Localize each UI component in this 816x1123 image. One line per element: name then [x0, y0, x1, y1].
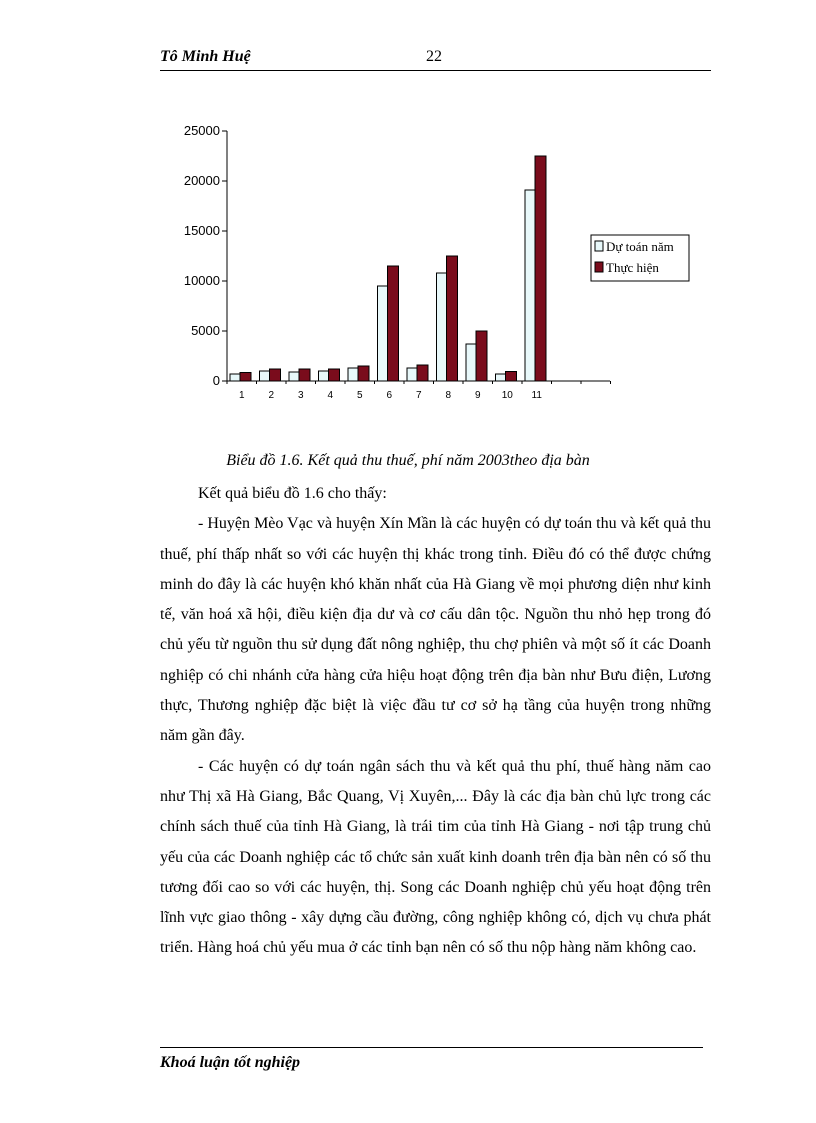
page-number: 22 — [426, 48, 442, 65]
bar-chart — [160, 115, 700, 415]
bar-du-toan — [289, 372, 300, 381]
footer-title: Khoá luận tốt nghiệp — [160, 1054, 301, 1071]
bar-thuc-hien — [535, 156, 546, 381]
bar-thuc-hien — [329, 369, 340, 381]
bar-du-toan — [230, 374, 241, 381]
legend-swatch — [595, 241, 603, 251]
x-tick-label: 5 — [356, 390, 363, 401]
paragraph-2: - Các huyện có dự toán ngân sách thu và kết quả thu phí, thuế hàng năm cao như Thị xã Hà Giang, Bắc Quang, Vị Xuyên,... Đây là các địa bàn chủ lực trong các chính sách thuế của tỉnh Hà Giang, là trái tim của tỉnh Hà Giang - nơi tập trung chủ yếu của các Doanh nghiệp các tổ chức sản xuất kinh doanh trên địa bàn nên có số thu tương đối cao so với các huyện, thị. Song các Doanh nghiệp chủ yếu hoạt động trên lĩnh vực giao thông - xây dựng cầu đường, công nghiệp không có, dịch vụ chưa phát triển. Hàng hoá chủ yếu mua ở các tỉnh bạn nên có số thu nộp hàng năm không cao. — [160, 757, 711, 957]
bar-thuc-hien — [270, 369, 281, 381]
legend-label: Thực hiện — [606, 260, 659, 275]
y-tick-label: 0 — [212, 373, 220, 388]
y-tick-label: 10000 — [183, 273, 220, 288]
page-header — [160, 48, 711, 71]
y-tick-label: 5000 — [191, 323, 220, 338]
y-tick-label: 25000 — [183, 123, 220, 138]
x-tick-label: 4 — [327, 390, 334, 401]
bar-du-toan — [348, 368, 359, 381]
paragraph-1: - Huyện Mèo Vạc và huyện Xín Mần là các huyện có dự toán thu và kết quả thu thuế, phí thấp nhất so với các huyện thị khác trong tỉnh. Điều đó có thể được chứng minh do đây là các huyện khó khăn nhất của Hà Giang về mọi phương diện như kinh tế, văn hoá xã hội, điều kiện địa dư và cơ cấu dân tộc. Nguồn thu nhỏ hẹp trong đó chủ yếu từ nguồn thu sử dụng đất nông nghiệp, thu chợ phiên và một số ít các Doanh nghiệp có chi nhánh cửa hàng cửa hiệu hoạt động trên địa bàn như Bưu điện, Lương thực, Thương nghiệp đặc biệt là việc đầu tư cơ sở hạ tầng của huyện trong những năm gần đây. — [160, 515, 711, 745]
x-tick-label: 6 — [386, 390, 393, 401]
bar-thuc-hien — [476, 331, 487, 381]
x-tick-label: 11 — [531, 390, 542, 401]
x-tick-label: 10 — [501, 390, 513, 401]
x-tick-label: 1 — [238, 390, 245, 401]
bar-du-toan — [260, 371, 271, 381]
body-text — [160, 479, 711, 964]
header-author: Tô Minh Huệ — [160, 48, 251, 65]
x-tick-label: 8 — [445, 390, 452, 401]
bar-du-toan — [378, 286, 389, 381]
bar-thuc-hien — [417, 365, 428, 381]
bar-du-toan — [525, 190, 536, 381]
bar-du-toan — [407, 368, 418, 381]
bar-du-toan — [319, 371, 330, 381]
bar-du-toan — [437, 273, 448, 381]
bar-thuc-hien — [358, 366, 369, 381]
bar-thuc-hien — [447, 256, 458, 381]
legend-swatch — [595, 262, 603, 272]
bar-thuc-hien — [388, 266, 399, 381]
bar-du-toan — [496, 374, 507, 381]
bar-thuc-hien — [299, 369, 310, 381]
paragraph-intro: Kết quả biểu đồ 1.6 cho thấy: — [198, 485, 387, 502]
x-tick-label: 9 — [474, 390, 481, 401]
figure-caption: Biểu đồ 1.6. Kết quả thu thuế, phí năm 2003theo địa bàn — [226, 452, 590, 469]
y-tick-label: 15000 — [183, 223, 220, 238]
bar-du-toan — [466, 344, 477, 381]
footer-rule — [160, 1047, 703, 1048]
x-tick-label: 2 — [268, 390, 275, 401]
bar-thuc-hien — [240, 373, 251, 382]
bar-thuc-hien — [506, 372, 517, 382]
legend-label: Dự toán năm — [606, 239, 674, 254]
y-tick-label: 20000 — [183, 173, 220, 188]
x-tick-label: 7 — [415, 390, 422, 401]
x-tick-label: 3 — [297, 390, 304, 401]
